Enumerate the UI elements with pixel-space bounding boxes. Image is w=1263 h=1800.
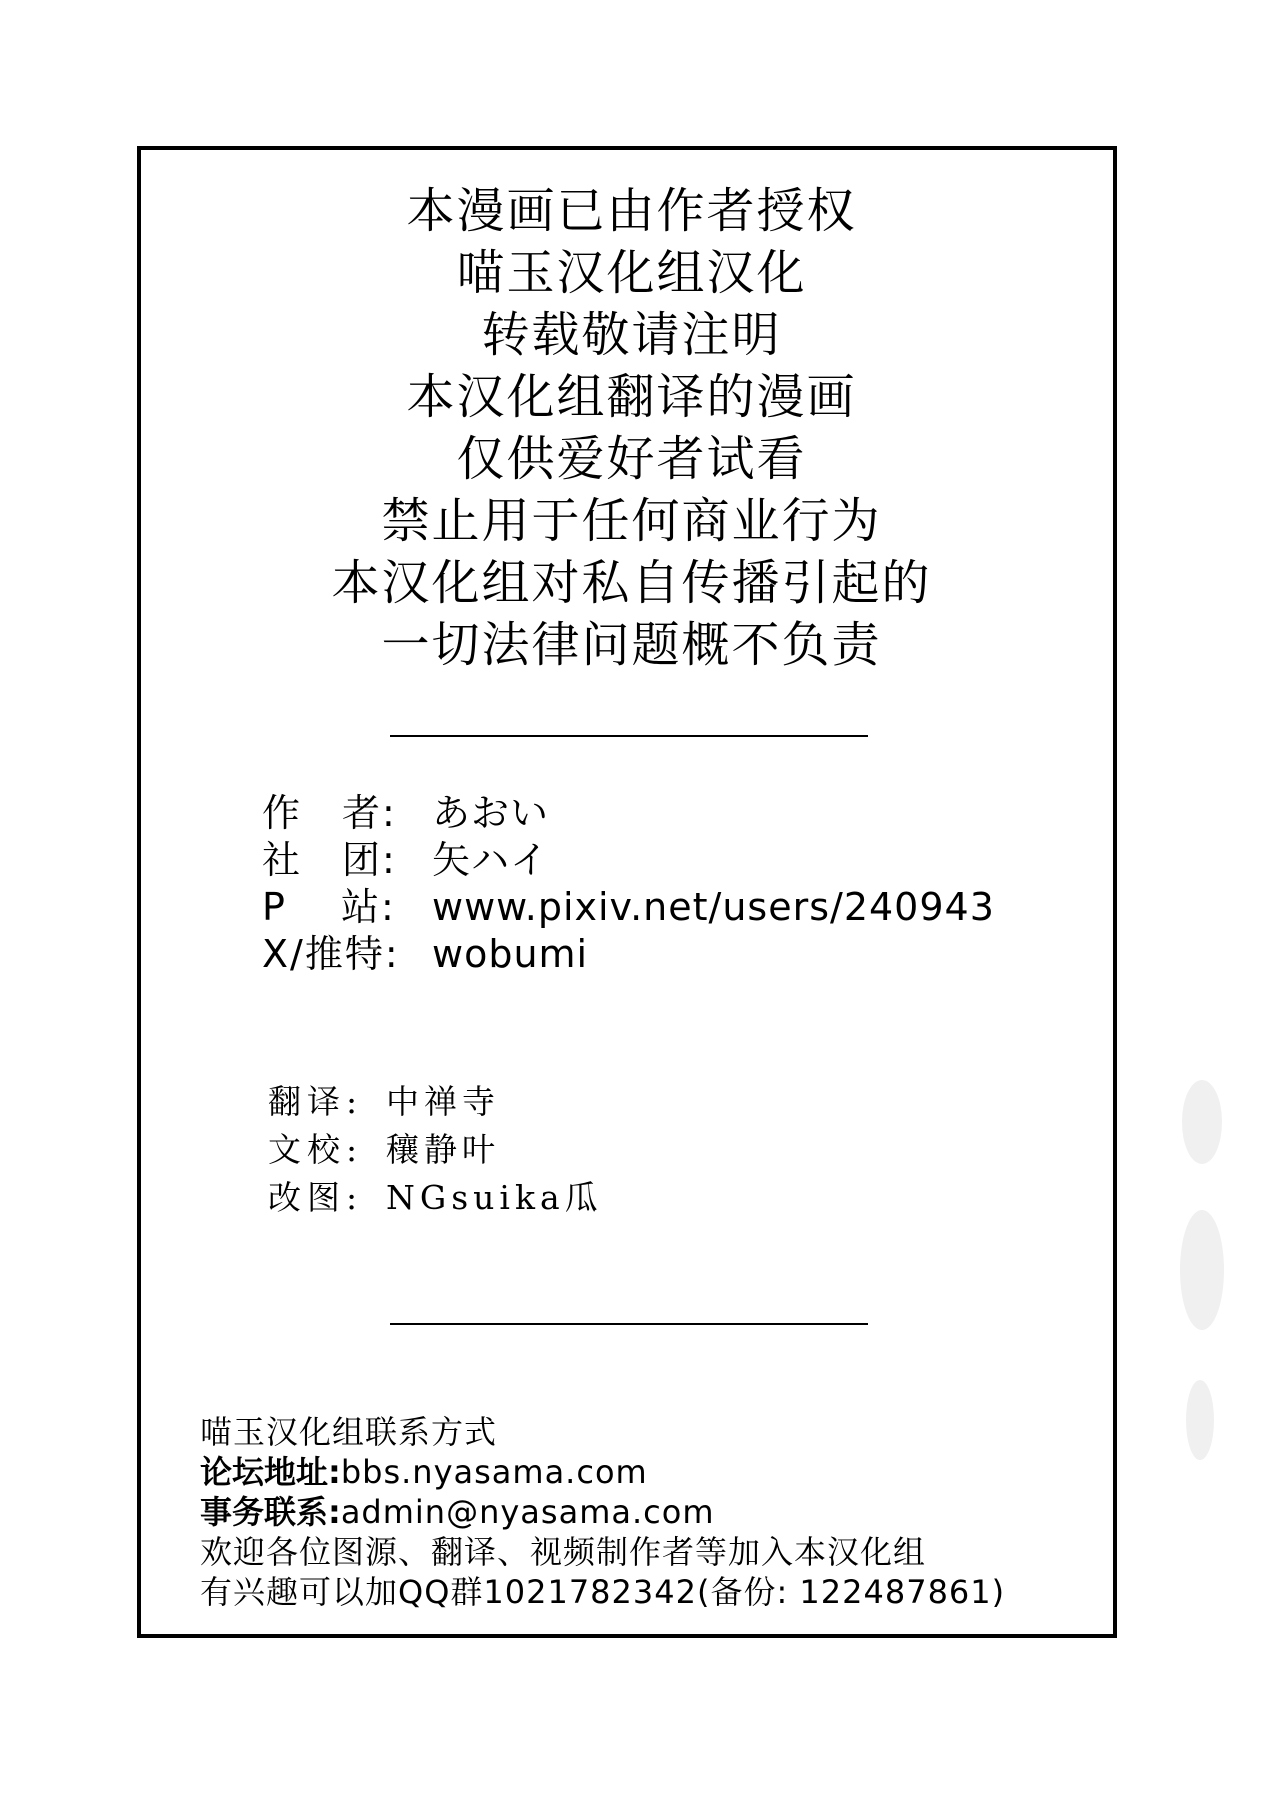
contact-row-business [200,1492,1005,1532]
credit-label: X/推特: [262,932,400,976]
notice-line: 本漫画已由作者授权 [406,183,857,239]
page-edge-smudges [1178,1080,1230,1520]
recruit-note: 欢迎各位图源、翻译、视频制作者等加入本汉化组 [200,1533,927,1571]
staff-row-proofreader [268,1126,603,1174]
credit-row-pixiv [262,884,995,931]
author-credits [262,790,995,978]
author-name: あおい [432,791,550,835]
notice-line: 禁止用于任何商业行为 [381,493,882,549]
circle-name: 矢ハイ [432,838,550,882]
notice-line: 转载敬请注明 [481,307,782,363]
translation-staff [268,1078,603,1222]
section-divider-top [390,735,868,737]
staff-label: 文校: [268,1130,364,1169]
smudge-mark [1182,1080,1222,1164]
translator-name: 中禅寺 [386,1082,500,1121]
notice-line: 本汉化组翻译的漫画 [406,369,857,425]
smudge-mark [1180,1210,1224,1330]
pixiv-url: www.pixiv.net/users/240943 [432,885,995,929]
authorization-notice [0,180,1263,676]
editor-name: NGsuika瓜 [386,1178,603,1217]
credit-row-circle [262,837,995,884]
contact-info [200,1412,1005,1612]
credit-label: 社 团: [262,838,397,882]
credit-label: 作 者: [262,791,397,835]
credit-row-author [262,790,995,837]
staff-row-translator [268,1078,603,1126]
contact-title: 喵玉汉化组联系方式 [200,1413,498,1451]
notice-line: 本汉化组对私自传播引起的 [331,555,932,611]
smudge-mark [1186,1380,1214,1460]
forum-url: bbs.nyasama.com [340,1453,648,1491]
section-divider-bottom [390,1323,868,1325]
staff-label: 改图: [268,1178,364,1217]
business-email: admin@nyasama.com [340,1493,715,1531]
notice-line: 一切法律问题概不负责 [381,617,882,673]
proofreader-name: 穰静叶 [386,1130,500,1169]
forum-label: 论坛地址: [200,1453,341,1491]
credit-row-twitter [262,931,995,978]
twitter-handle: wobumi [432,932,589,976]
staff-row-editor [268,1174,603,1222]
credit-label: P 站: [262,885,396,929]
business-label: 事务联系: [200,1493,341,1531]
contact-row-forum [200,1452,1005,1492]
notice-line: 喵玉汉化组汉化 [456,245,807,301]
qq-group-note: 有兴趣可以加QQ群1021782342(备份: 122487861) [200,1573,1006,1611]
notice-line: 仅供爱好者试看 [456,431,807,487]
staff-label: 翻译: [268,1082,364,1121]
